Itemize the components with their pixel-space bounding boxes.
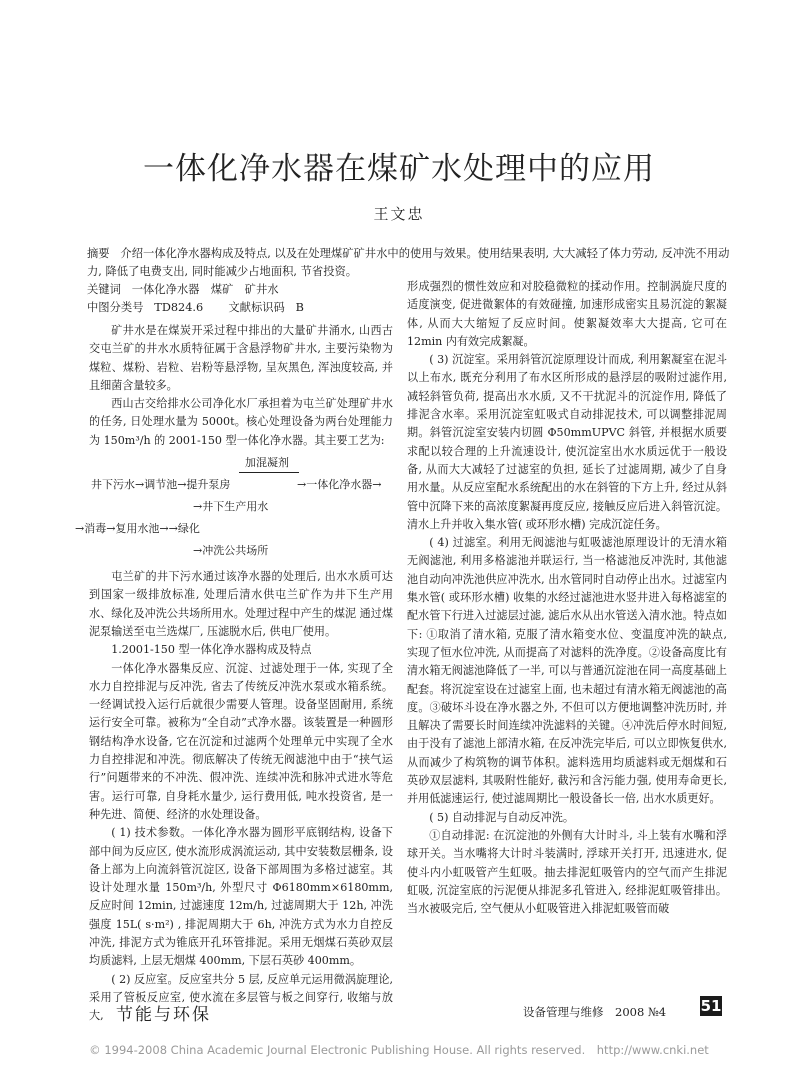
page-number: 51 <box>700 997 722 1015</box>
body-paragraph: 屯兰矿的井下污水通过该净水器的处理后, 出水水质可达到国家一级排放标准, 处理后清水供屯兰矿作为井下生产用水、绿化及冲洗公共场所用水。处理过程中产生的煤泥 通过煤泥泵输送至屯兰选煤厂, 压滤脱水后, 供电厂使用。 <box>89 570 393 638</box>
body-paragraph: ( 5) 自动排泥与自动反冲洗。 <box>429 810 574 824</box>
copyright-notice: © 1994-2008 China Academic Journal Electronic Publishing House. All rights reserved. http://www.cnki.net <box>89 1043 709 1057</box>
left-column <box>75 322 393 1026</box>
keywords-text: 一体化净水器 煤矿 矿井水 <box>131 283 279 296</box>
body-paragraph: 一体化净水器集反应、沉淀、过滤处理于一体, 实现了全水力自控排泥与反冲洗, 省去了传统反冲洗水泵或水箱系统。一经调试投入运行后就很少需要人管理。设备坚固耐用, 系统运行安全可靠。被称为“全自动”式净水器。该装置是一种圆形钢结构净水设备, 它在沉淀和过滤两个处理单元中实现了全水力自控排泥和冲洗。彻底解决了传统无阀滤池中由于“挟气运行”问题带来的不冲洗、假冲洗、连续冲洗和脉冲式进水等危害。运行可靠, 自身耗水量少, 运行费用低, 吨水投资省, 是一种先进、简便、经济的水处理设备。 <box>89 661 393 821</box>
doccode-value: B <box>295 301 304 314</box>
body-paragraph: 形成强烈的惯性效应和对胶稳微粒的揉动作用。控制涡旋尺度的适度演变, 促进微絮体的有效碰撞, 加速形成密实且易沉淀的絮凝体, 从而大大缩短了反应时间。使絮凝效率大大提高, 它可在 12min 内有效完成絮凝。 <box>407 280 727 348</box>
process-flow-diagram <box>75 450 393 568</box>
body-paragraph: ( 3) 沉淀室。采用斜管沉淀原理设计而成, 利用絮凝室在泥斗以上布水, 既充分利用了布水区所形成的悬浮层的吸附过滤作用, 减轻斜管负荷, 提高出水水质, 又不干扰泥斗的沉淀作用, 降低了排泥含水率。采用沉淀室虹吸式自动排泥技术, 可以调整排泥周期。斜管沉淀室安装内切圆 Φ50mmUPVC 斜管, 并根据水质要求配以较合理的上升流速设计, 使沉淀室出水水质远优于一般设备, 从而大大减轻了过滤室的负担, 延长了过滤周期, 减少了自身用水量。从反应室配水系统配出的水在斜管的下方上升, 经过从斜管中沉降下来的高浓度絮凝再度反应, 接触反应后进入斜管沉淀。清水上升并收入集水管( 或环形水槽) 完成沉淀任务。 <box>407 353 727 531</box>
section-heading: 1.2001-150 型一体化净水器构成及特点 <box>111 643 312 657</box>
keywords-label: 关键词 <box>87 283 121 296</box>
paper-title: 一体化净水器在煤矿水处理中的应用 <box>143 151 655 187</box>
body-paragraph: ( 1) 技术参数。一体化净水器为圆形平底钢结构, 设备下部中间为反应区, 使水流形成涡流运动, 其中安装数层栅条, 设备上部为上向流斜管沉淀区, 设备下部周围为多格过滤室。其设计处理水量 150m³/h, 外型尺寸 Φ6180mm×6180mm, 反应时间 12min, 过滤速度 12m/h, 过滤周期大于 12h, 冲洗强度 15L( s·m²) , 排泥周期大于 6h, 冲洗方式为水力自控反冲洗, 排泥方式为锥底开孔环管排泥。采用无烟煤石英砂双层均质滤料, 上层无烟煤 400mm, 下层石英砂 400mm。 <box>89 826 393 968</box>
flow-step-2: →一体化净水器→ <box>297 478 382 492</box>
doccode-label: 文献标识码 <box>228 301 285 314</box>
body-paragraph: 矿井水是在煤炭开采过程中排出的大量矿井涌水, 山西古交屯兰矿的井水水质特征属于含悬浮物矿井水, 主要污染物为煤粒、煤粉、岩粒、岩粉等悬浮物, 呈灰黑色, 浑浊度较高, 并且细菌含量较多。 <box>89 324 393 392</box>
right-column <box>407 278 727 918</box>
journal-section-name: 节能与环保 <box>116 1005 211 1025</box>
flow-branch-flushing: →冲洗公共场所 <box>193 544 269 558</box>
flow-branch-disinfection: →消毒→复用水池→→绿化 <box>75 522 200 536</box>
journal-issue: 设备管理与维修 2008 №4 <box>523 1005 667 1019</box>
flow-label-underline <box>239 472 299 473</box>
abstract-label: 摘要 <box>87 247 110 260</box>
class-label: 中图分类号 <box>87 301 144 314</box>
abstract-text: 介绍一体化净水器构成及特点, 以及在处理煤矿矿井水中的使用与效果。使用结果表明, 大大减轻了体力劳动, 反冲洗不用动力, 降低了电费支出, 同时能减少占地面积, 节省投资。 <box>87 247 730 278</box>
author-name: 王文忠 <box>373 205 425 223</box>
class-value: TD824.6 <box>154 301 204 314</box>
flow-branch-underground: →井下生产用水 <box>193 500 269 514</box>
flow-label-coagulant: 加混凝剂 <box>245 456 289 470</box>
body-paragraph: ①自动排泥: 在沉淀池的外侧有大计时斗, 斗上装有水嘴和浮球开关。当水嘴将大计时斗装满时, 浮球开关打开, 迅速进水, 促使斗内小虹吸管产生虹吸。抽去排泥虹吸管内的空气而产生排泥虹吸, 沉淀室底的污泥便从排泥多孔管进入, 经排泥虹吸管排出。当水被吸完后, 空气便从小虹吸管进入排泥虹吸管而破 <box>407 828 727 916</box>
abstract-paragraph <box>87 245 731 281</box>
body-paragraph: ( 4) 过滤室。利用无阀滤池与虹吸滤池原理设计的无清水箱无阀滤池, 利用多格滤池并联运行, 当一格滤池反冲洗时, 其他滤池自动向冲洗池供应冲洗水, 出水管同时自动停止出水。过滤室内集水管( 或环形水槽) 收集的水经过滤池进水竖井进入每格滤室的配水管下行进入过滤层过滤, 滤后水从出水管送入清水池。特点如下: ①取消了清水箱, 克服了清水箱变水位、变温度冲洗的缺点, 实现了恒水位冲洗, 从而提高了对滤料的洗净度。②设备高度比有清水箱无阀滤池降低了一半, 可以与普通沉淀池在同一高度基础上配套。将沉淀室设在过滤室上面, 也未超过有清水箱无阀滤池的高度。③破坏斗设在净水器之外, 不但可以方便地调整冲洗历时, 并且解决了需要长时间连续冲洗滤料的关键。④冲洗后停水时间短, 由于没有了滤池上部清水箱, 在反冲洗完毕后, 可以立即恢复供水, 从而减少了构筑物的调节体积。滤料选用均质滤料或无烟煤和石英砂双层滤料, 其吸附性能好, 截污和含污能力强, 使用寿命更长, 并用低滤速运行, 使过滤周期比一般设备长一倍, 出水水质更好。 <box>407 536 727 806</box>
body-paragraph: 西山古交给排水公司净化水厂承担着为屯兰矿处理矿井水的任务, 日处理水量为 5000t。核心处理设备为两台处理能力为 150m³/h 的 2001-150 型一体化净水器。其主要工艺为: <box>89 397 393 447</box>
body-paragraph: ( 2) 反应室。反应室共分 5 层, 反应单元运用微涡旋理论, 采用了管板反应室, 使水流在多层管与板之间穿行, 收缩与放大, <box>89 972 393 1023</box>
flow-step-1: 井下污水→调节池→提升泵房 <box>91 478 231 492</box>
